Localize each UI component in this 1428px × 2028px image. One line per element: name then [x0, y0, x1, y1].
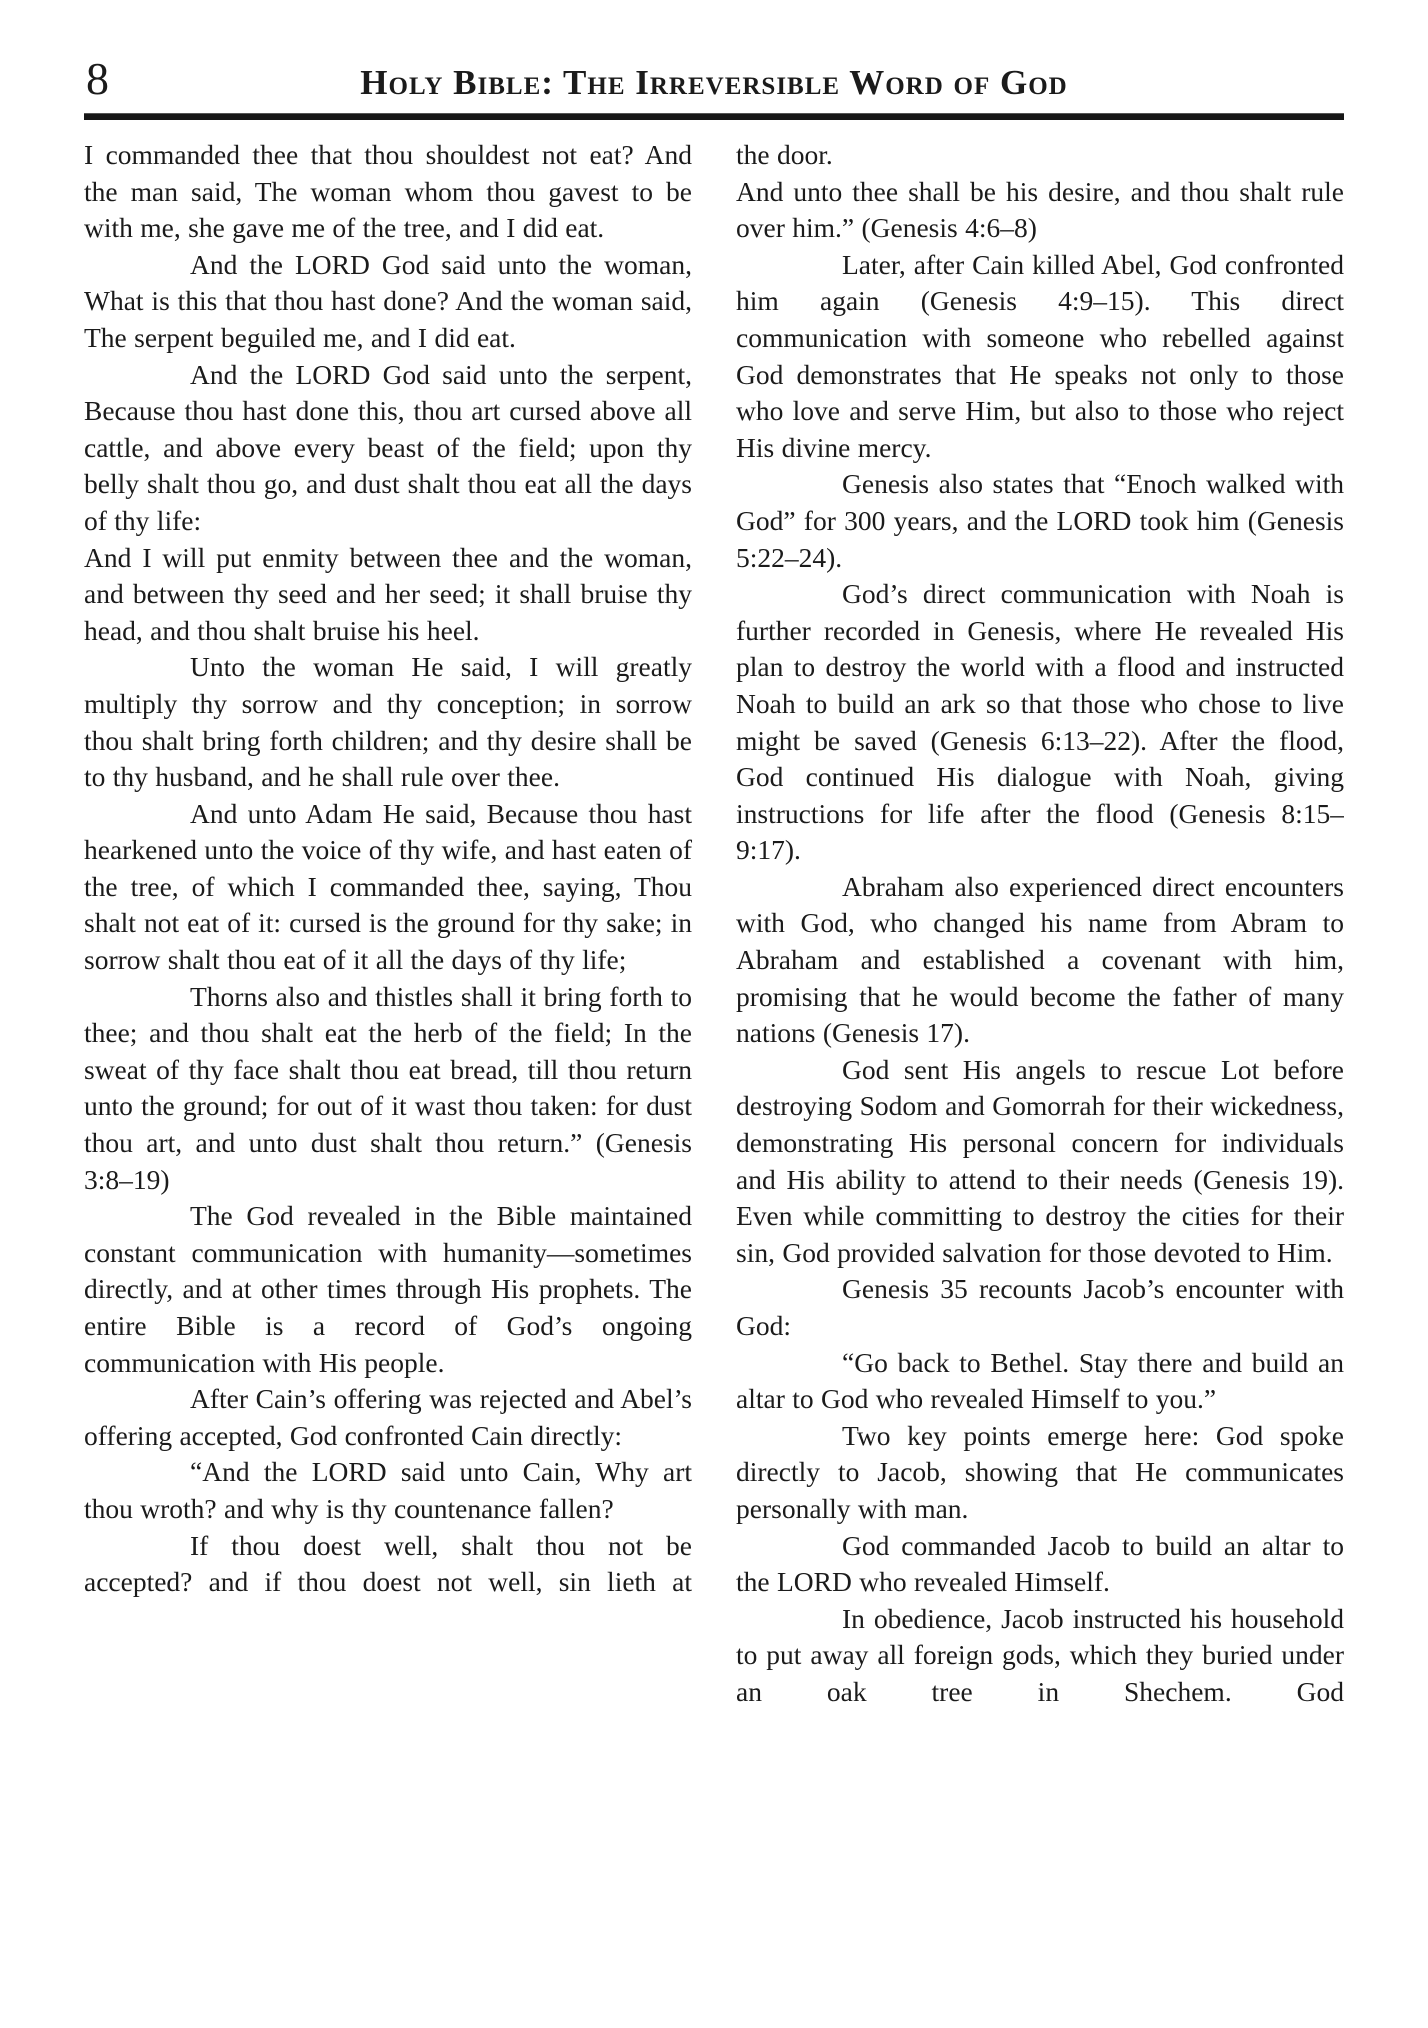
- paragraph: “Go back to Bethel. Stay there and build an altar to God who revealed Himself to you.”: [736, 1346, 1344, 1415]
- paragraph: In obedience, Jacob instructed his household to put away all foreign gods, which they buried under an oak tree in Shechem. God: [736, 1602, 1344, 1707]
- paragraph: And I will put enmity between thee and the woman, and between thy seed and her seed; it shall bruise thy head, and thou shalt bruise his heel.: [84, 541, 692, 646]
- paragraph: Two key points emerge here: God spoke directly to Jacob, showing that He communicates personally with man.: [736, 1419, 1344, 1524]
- paragraph: God’s direct communication with Noah is further recorded in Genesis, where He revealed His plan to destroy the world with a flood and instructed Noah to build an ark so that those who chose to live might be saved (Genesis 6:13–22). After the flood, God continued His dialogue with Noah, giving instructions for life after the flood (Genesis 8:15–9:17).: [736, 578, 1344, 866]
- paragraph: And the LORD God said unto the serpent, Because thou hast done this, thou art cursed above all cattle, and above every beast of the field; upon thy belly shalt thou go, and dust shalt thou eat all the days of thy life:: [84, 358, 692, 536]
- paragraph: “And the LORD said unto Cain, Why art thou wroth? and why is thy countenance fallen?: [84, 1456, 692, 1524]
- paragraph: And the LORD God said unto the woman, What is this that thou hast done? And the woman said, The serpent beguiled me, and I did eat.: [84, 248, 692, 353]
- paragraph: Unto the woman He said, I will greatly multiply thy sorrow and thy conception; in sorrow thou shalt bring forth children; and thy desire shall be to thy husband, and he shall rule over thee.: [84, 651, 692, 793]
- column-right: [736, 137, 1344, 1987]
- text-columns: [84, 137, 1344, 1987]
- paragraph: If thou doest well, shalt thou not be accepted? and if thou doest not well, sin lieth at: [84, 1529, 692, 1598]
- paragraph: Later, after Cain killed Abel, God confronted him again (Genesis 4:9–15). This direct communication with someone who rebelled against God demonstrates that He speaks not only to those who love and serve Him, but also to those who reject His divine mercy.: [736, 248, 1344, 463]
- paragraph: After Cain’s offering was rejected and Abel’s offering accepted, God confronted Cain directly:: [84, 1383, 692, 1451]
- paragraph: God sent His angels to rescue Lot before destroying Sodom and Gomorrah for their wickedness, demonstrating His personal concern for individuals and His ability to attend to their needs (Genesis 19). Even while committing to destroy the cities for their sin, God provided salvation for those devoted to Him.: [736, 1053, 1344, 1268]
- running-head-title: Holy Bible: The Irreversible Word of God: [360, 63, 1068, 102]
- paragraph: the door.: [736, 139, 833, 170]
- paragraph: Genesis 35 recounts Jacob’s encounter with God:: [736, 1273, 1344, 1341]
- paragraph: Thorns also and thistles shall it bring forth to thee; and thou shalt eat the herb of the field; In the sweat of thy face shalt thou eat bread, till thou return unto the ground; for out of it wast thou taken: for dust thou art, and unto dust shalt thou return.” (Genesis 3:8–19): [84, 980, 692, 1195]
- paragraph: I commanded thee that thou shouldest not eat? And the man said, The woman whom thou gavest to be with me, she gave me of the tree, and I did eat.: [84, 139, 692, 244]
- page-number: 8: [86, 53, 109, 104]
- paragraph: God commanded Jacob to build an altar to the LORD who revealed Himself.: [736, 1529, 1344, 1598]
- paragraph: The God revealed in the Bible maintained constant communication with humanity—sometimes directly, and at other times through His prophets. The entire Bible is a record of God’s ongoing communication with His people.: [84, 1200, 692, 1378]
- paragraph: And unto thee shall be his desire, and thou shalt rule over him.” (Genesis 4:6–8): [736, 175, 1344, 244]
- header-rule: [84, 113, 1344, 120]
- paragraph: And unto Adam He said, Because thou hast hearkened unto the voice of thy wife, and hast eaten of the tree, of which I commanded thee, saying, Thou shalt not eat of it: cursed is the ground for thy sake; in sorrow shalt thou eat of it all the days of thy life;: [84, 797, 692, 976]
- column-left: [84, 137, 692, 1987]
- page-header: [84, 0, 1344, 104]
- paragraph: Genesis also states that “Enoch walked with God” for 300 years, and the LORD took him (Genesis 5:22–24).: [736, 468, 1344, 573]
- paragraph: Abraham also experienced direct encounters with God, who changed his name from Abram to Abraham and established a covenant with him, promising that he would become the father of many nations (Genesis 17).: [736, 870, 1344, 1049]
